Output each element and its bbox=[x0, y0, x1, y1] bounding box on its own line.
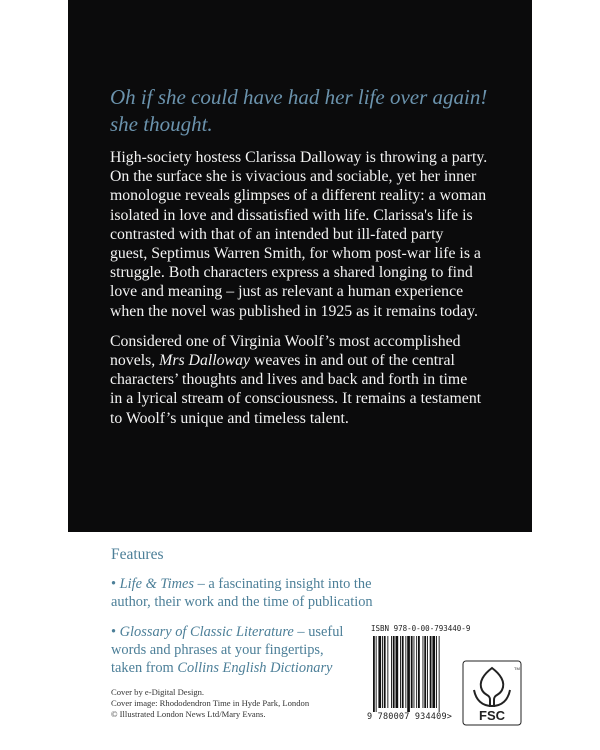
credit-line: © Illustrated London News Ltd/Mary Evans. bbox=[111, 709, 266, 719]
pull-quote-line: she thought. bbox=[110, 112, 213, 136]
blurb-line: monologue reveals glimpses of a different reality: a woman bbox=[110, 187, 487, 205]
blurb-line: characters’ thoughts and lives and back and forth in time bbox=[110, 371, 468, 389]
features-heading: Features bbox=[111, 546, 164, 563]
fsc-label: FSC bbox=[479, 708, 505, 723]
blurb-line: Considered one of Virginia Woolf’s most accomplished bbox=[110, 332, 461, 350]
credit-line: Cover by e-Digital Design. bbox=[111, 687, 205, 697]
book-title: Mrs Dalloway bbox=[159, 352, 250, 370]
feature-item-glossary bbox=[111, 623, 391, 677]
blurb-line bbox=[110, 351, 522, 370]
feature-text: – a fascinating insight into the bbox=[194, 576, 372, 592]
feature-text: taken from bbox=[111, 660, 178, 676]
fsc-tree-icon bbox=[462, 660, 522, 726]
blurb-text: novels, bbox=[110, 352, 160, 370]
blurb-text: weaves in and out of the central bbox=[250, 352, 455, 370]
fsc-tm: TM bbox=[514, 666, 520, 671]
back-cover-panel bbox=[68, 0, 532, 532]
barcode-bars-icon bbox=[373, 636, 461, 712]
pull-quote bbox=[110, 84, 510, 138]
blurb-paragraph-2 bbox=[110, 332, 522, 428]
barcode-number: 9 780007 934409 bbox=[367, 712, 447, 722]
dictionary-title: Collins English Dictionary bbox=[177, 660, 333, 676]
blurb-line: guest, Septimus Warren Smith, for whom post-war life is a bbox=[110, 245, 481, 263]
credit-line: Cover image: Rhododendron Time in Hyde Park, London bbox=[111, 698, 310, 708]
blurb-line: High-society hostess Clarissa Dalloway is throwing a party. bbox=[110, 149, 488, 166]
isbn-text: ISBN 978-0-00-793440-9 bbox=[371, 624, 471, 633]
features-section bbox=[111, 546, 391, 689]
feature-line bbox=[111, 659, 391, 677]
feature-line: author, their work and the time of publication bbox=[111, 594, 373, 610]
blurb-line: to Woolf’s unique and timeless talent. bbox=[110, 409, 349, 427]
cover-credits bbox=[111, 687, 361, 720]
feature-line bbox=[111, 575, 391, 593]
blurb-line: On the surface she is vivacious and sociable, yet her inner bbox=[110, 168, 477, 186]
feature-line: words and phrases at your fingertips, bbox=[111, 642, 324, 658]
feature-title: Glossary of Classic Literature bbox=[119, 624, 294, 640]
pull-quote-line: Oh if she could have had her life over again! bbox=[110, 85, 488, 109]
blurb-line: in a lyrical stream of consciousness. It remains a testament bbox=[110, 390, 482, 408]
barcode-arrow: > bbox=[446, 712, 453, 722]
feature-text: – useful bbox=[293, 624, 344, 640]
feature-title: Life & Times bbox=[119, 576, 195, 592]
blurb-line: love and meaning – just as relevant a human experience bbox=[110, 283, 464, 301]
barcode-digits bbox=[367, 712, 452, 722]
blurb-line: struggle. Both characters express a shared longing to find bbox=[110, 264, 473, 282]
fsc-logo bbox=[462, 660, 522, 726]
blurb-line: isolated in love and dissatisfied with life. Clarissa's life is bbox=[110, 206, 473, 224]
blurb bbox=[110, 148, 522, 439]
blurb-line: contrasted with that of an intended but ill-fated party bbox=[110, 225, 444, 243]
blurb-paragraph-1 bbox=[110, 148, 522, 321]
feature-line bbox=[111, 623, 391, 641]
bullet: • bbox=[111, 624, 117, 640]
bullet: • bbox=[111, 576, 117, 592]
feature-item-life-times bbox=[111, 575, 391, 611]
blurb-line: when the novel was published in 1925 as it remains today. bbox=[110, 302, 478, 320]
